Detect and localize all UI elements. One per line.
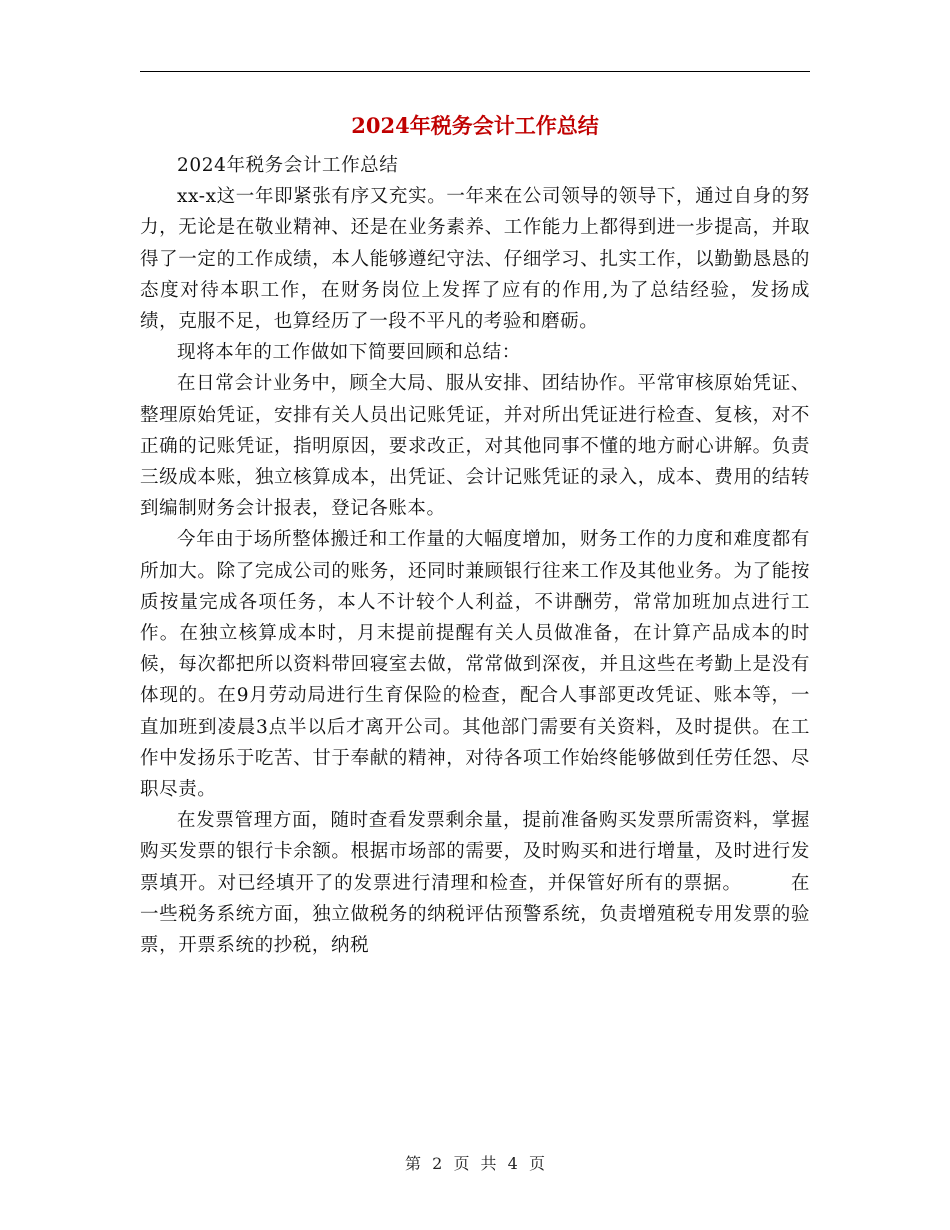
footer-total-pages: 4 (507, 1154, 518, 1173)
paragraph-subtitle: 2024年税务会计工作总结 (177, 155, 399, 176)
paragraph-invoice-management: 在发票管理方面，随时查看发票剩余量，提前准备购买发票所需资料，掌握购买发票的银行卡余额。根据市场部的需要，及时购买和进行增量，及时进行发票填开。对已经填开了的发票进行清理和检查，并保管好所有的票据。 在一些税务系统方面，独立做税务的纳税评估预警系统，负责增殖税专用发票的验票，开票系统的抄税，纳税 (140, 810, 810, 957)
document-title: 2024年税务会计工作总结 (351, 113, 599, 138)
footer-suffix: 页 (528, 1154, 545, 1173)
footer-page-number: 2 (432, 1154, 443, 1173)
paragraph-workload: 今年由于场所整体搬迁和工作量的大幅度增加，财务工作的力度和难度都有所加大。除了完成公司的账务，还同时兼顾银行往来工作及其他业务。为了能按质按量完成各项任务，本人不计较个人利益，不讲酬劳，常常加班加点进行工作。在独立核算成本时，月末提前提醒有关人员做准备，在计算产品成本的时候，每次都把所以资料带回寝室去做，常常做到深夜，并且这些在考勤上是没有体现的。在9月劳动局进行生育保险的检查，配合人事部更改凭证、账本等，一直加班到凌晨3点半以后才离开公司。其他部门需要有关资料，及时提供。在工作中发扬乐于吃苦、甘于奉献的精神，对待各项工作始终能够做到任劳任怨、尽职尽责。 (140, 529, 810, 801)
page-footer (0, 1152, 950, 1176)
paragraph-intro: xx-x这一年即紧张有序又充实。一年来在公司领导的领导下，通过自身的努力，无论是在敬业精神、还是在业务素养、工作能力上都得到进一步提高，并取得了一定的工作成绩，本人能够遵纪守法、仔细学习、扎实工作，以勤勤恳恳的态度对待本职工作，在财务岗位上发挥了应有的作用,为了总结经验，发扬成绩，克服不足，也算经历了一段不平凡的考验和磨砺。 (140, 186, 810, 333)
footer-prefix: 第 (405, 1154, 422, 1173)
paragraph-review-lead: 现将本年的工作做如下简要回顾和总结： (177, 342, 521, 364)
document-body (140, 150, 810, 961)
footer-total-label: 共 (480, 1154, 497, 1173)
footer-page-label: 页 (453, 1154, 470, 1173)
header-rule (140, 71, 810, 72)
paragraph-daily-accounting: 在日常会计业务中，顾全大局、服从安排、团结协作。平常审核原始凭证、整理原始凭证，安排有关人员出记账凭证，并对所出凭证进行检查、复核，对不正确的记账凭证，指明原因，要求改正，对其他同事不懂的地方耐心讲解。负责三级成本账，独立核算成本，出凭证、会计记账凭证的录入，成本、费用的结转到编制财务会计报表，登记各账本。 (140, 373, 810, 520)
